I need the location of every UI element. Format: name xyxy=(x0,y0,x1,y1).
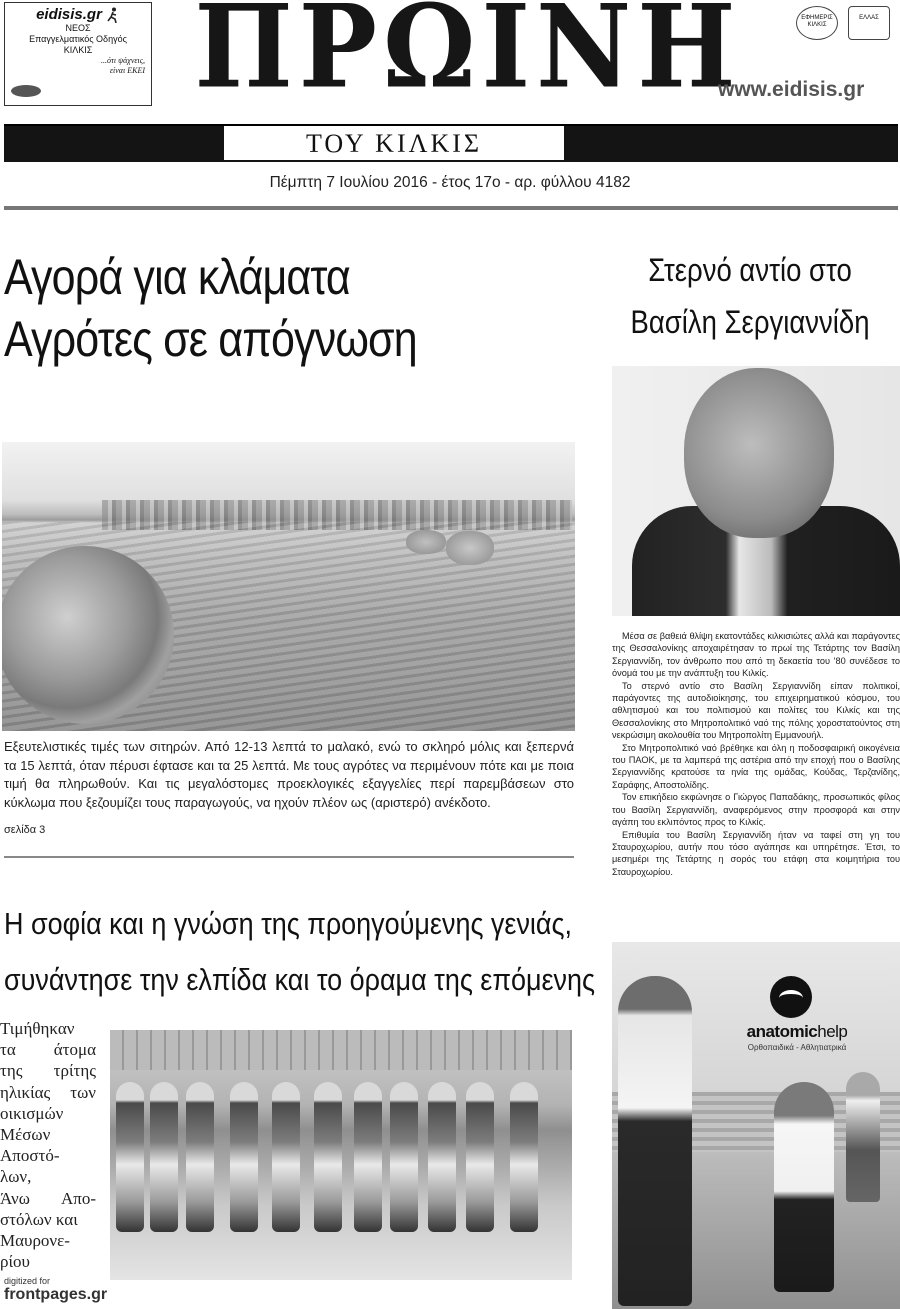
frontpages-watermark xyxy=(4,1276,107,1304)
second-headline-line-1: Η σοφία και η γνώση της προηγούμενης γενιάς, xyxy=(4,906,573,941)
dancer-figure xyxy=(510,1082,538,1232)
hellenic-post-logo-icon: ΕΛΛΑΣ xyxy=(848,6,890,40)
ad-slogan-2: είναι ΕΚΕΙ xyxy=(109,66,145,75)
second-story-side-text xyxy=(0,1018,96,1272)
obituary-paragraph: Επιθυμία του Βασίλη Σεργιαννίδη ήταν να ταφεί στη γη του Σταυροχωρίου, αυτήν που τόσο αγάπησε και υπηρέτησε. Έτσι, το μεσημέρι της Τετάρτης η σορός του ετάφη στα κοιμητήρια του Σταυροχωρίου. xyxy=(612,829,900,877)
dancer-figure xyxy=(116,1082,144,1232)
ad-line-2: Επαγγελματικός Οδηγός xyxy=(29,34,127,44)
dancer-figure xyxy=(354,1082,382,1232)
newspaper-subtitle: ΤΟΥ ΚΙΛΚΙΣ xyxy=(224,126,564,160)
obituary-paragraph: Τον επικήδειο εκφώνησε ο Γιώργος Παπαδάκης, προσωπικός φίλος του Βασίλη Σεργιαννίδη, αναφερόμενος στην προσφορά και στην αγάπη του εκλιπόντος προς το Κιλκίς. xyxy=(612,792,900,828)
side-text-line: οικισμών xyxy=(0,1103,64,1123)
subtitle-bar xyxy=(4,124,898,162)
obituary-paragraph: Στο Μητροπολιτικό ναό βρέθηκε και όλη η ποδοσφαιρική οικογένεια του ΠΑΟΚ, με τα λαμπερά της αστέρια από την εποχή που ο Βασίλης Σεργιαννίδης κρατούσε τα ηνία της ομάδας, Κούδας, Τερζανίδης, Σαράφης, Αποστολίδης. xyxy=(612,742,900,790)
dancer-figure xyxy=(466,1082,494,1232)
side-text-line: Αποστό- xyxy=(0,1146,60,1166)
brand-light: help xyxy=(817,1022,848,1041)
second-story-headline[interactable] xyxy=(4,896,595,1008)
large-hay-bale xyxy=(2,546,174,724)
side-text-line: λων, xyxy=(0,1167,32,1187)
side-text-line: Μέσων xyxy=(0,1125,51,1145)
dancer-figure xyxy=(428,1082,456,1232)
ad-line-1: ΝΕΟΣ xyxy=(65,23,91,33)
second-headline-line-2: συνάντησε την ελπίδα και το όραμα της επόμενης xyxy=(4,962,595,997)
hand-pointer-icon xyxy=(11,85,41,97)
side-text-line: Μαυρονε- xyxy=(0,1231,70,1251)
anatomichelp-advertisement[interactable] xyxy=(612,942,900,1309)
portrait-photo xyxy=(612,366,900,616)
obituary-headline-line-2: Βασίλη Σεργιαννίδη xyxy=(630,304,870,340)
eidisis-logo: eidisis.gr xyxy=(36,6,102,23)
classifieds-ad-box[interactable] xyxy=(4,2,152,106)
folk-dancers-photo xyxy=(110,1030,572,1280)
ad-logo-row xyxy=(11,6,145,23)
ad-tagline: Ορθοπαιδικά - Αθλητιατρικά xyxy=(747,1043,847,1052)
watermark-line-1: digitized for xyxy=(4,1276,51,1286)
obituary-body xyxy=(612,630,900,878)
obituary-headline-line-1: Στερνό αντίο στο xyxy=(648,252,852,288)
ad-slogan-1: ...ότι ψάχνεις, xyxy=(101,56,145,65)
ad-line-3: ΚΙΛΚΙΣ xyxy=(63,45,93,55)
hay-bale-field-photo xyxy=(2,442,575,731)
side-text-line: στόλων και xyxy=(0,1209,78,1229)
section-divider xyxy=(4,856,574,858)
side-text-line: ρίου xyxy=(0,1252,30,1272)
masthead-divider xyxy=(4,206,898,210)
dancer-figure xyxy=(314,1082,342,1232)
brand-bold: anatomic xyxy=(746,1022,818,1041)
postal-stamp-icon: ΕΦΗΜΕΡΙΣ ΚΙΛΚΙΣ xyxy=(796,6,838,40)
woman-figure xyxy=(846,1072,880,1202)
issue-dateline: Πέμπτη 7 Ιουλίου 2016 - έτος 17ο - αρ. φύλλου 4182 xyxy=(269,174,631,191)
running-figure-icon xyxy=(106,7,120,23)
dancer-figure xyxy=(390,1082,418,1232)
lead-headline[interactable] xyxy=(4,246,503,370)
small-hay-bale xyxy=(446,531,494,565)
obituary-paragraph: Μέσα σε βαθειά θλίψη εκατοντάδες κιλκισιώτες αλλά και παράγοντες της Θεσσαλονίκης αποχαιρέτησαν το πρωί της Τετάρτης τον Βασίλη Σεργιαννίδη, τον άνθρωπο που από τη δεκαετία του '80 συνέδεσε το όνομά του με την ανάπτυξη του Κιλκίς. xyxy=(612,631,900,679)
lead-story-body: Εξευτελιστικές τιμές των σιτηρών. Από 12-13 λεπτά το μαλακό, ενώ το σκληρό μόλις και ξεπερνά τα 15 λεπτά, όταν πέρυσι έφτασε και τα 25 λεπτά. Με τους αγρότες να περιμένουν πότε και με ποια τιμή θα πληρωθούν. Και τις μεγαλόστομες προεκλογικές εξαγγελίες περί παρεμβάσεων στο κύκλωμα που ξεζουμίζει τους παραγωγούς, να ηχούν πλέον ως (αριστερό) ανέκδοτο. xyxy=(4,739,574,810)
dancer-figure xyxy=(272,1082,300,1232)
side-text-line: ηλικίας των xyxy=(0,1082,96,1102)
side-text-line: τα άτομα xyxy=(0,1040,96,1060)
ad-brand-name xyxy=(732,1022,862,1042)
pavilion-roof xyxy=(110,1030,572,1070)
small-hay-bale xyxy=(406,530,446,554)
lead-headline-line-2: Αγρότες σε απόγνωση xyxy=(4,311,417,367)
side-text-line: Τιμήθηκαν xyxy=(0,1019,75,1038)
dancer-figure xyxy=(186,1082,214,1232)
lead-headline-line-1: Αγορά για κλάματα xyxy=(4,249,350,305)
obituary-paragraph: Το στερνό αντίο στο Βασίλη Σεργιαννίδη είπαν πολιτικοί, παράγοντες της αυτοδιοίκησης, του επιχειρηματικού κόσμου, του αθλητισμού και του πολιτισμού και πολίτες του Κιλκίς και της Θεσσαλονίκης στο Μητροπολιτικό ναό της πόλης χοροστατούντος στη νεκρώσιμη ακολουθία του Μητροπολίτη Εμμανουήλ. xyxy=(612,680,900,741)
side-text-line: Άνω Απο- xyxy=(0,1188,96,1208)
man-figure xyxy=(618,976,692,1306)
side-text-line: της τρίτης xyxy=(0,1061,96,1081)
dancer-figure xyxy=(230,1082,258,1232)
child-figure xyxy=(774,1082,834,1292)
dancer-figure xyxy=(150,1082,178,1232)
portrait-head xyxy=(684,368,834,538)
obituary-headline[interactable] xyxy=(621,244,879,348)
newspaper-title: ΠΡΩΙΝΗ xyxy=(194,0,742,115)
website-link[interactable]: www.eidisis.gr xyxy=(718,78,865,101)
anatomichelp-logo-icon xyxy=(770,976,812,1018)
page-reference[interactable]: σελίδα 3 xyxy=(4,824,46,836)
watermark-line-2: frontpages.gr xyxy=(4,1286,108,1303)
